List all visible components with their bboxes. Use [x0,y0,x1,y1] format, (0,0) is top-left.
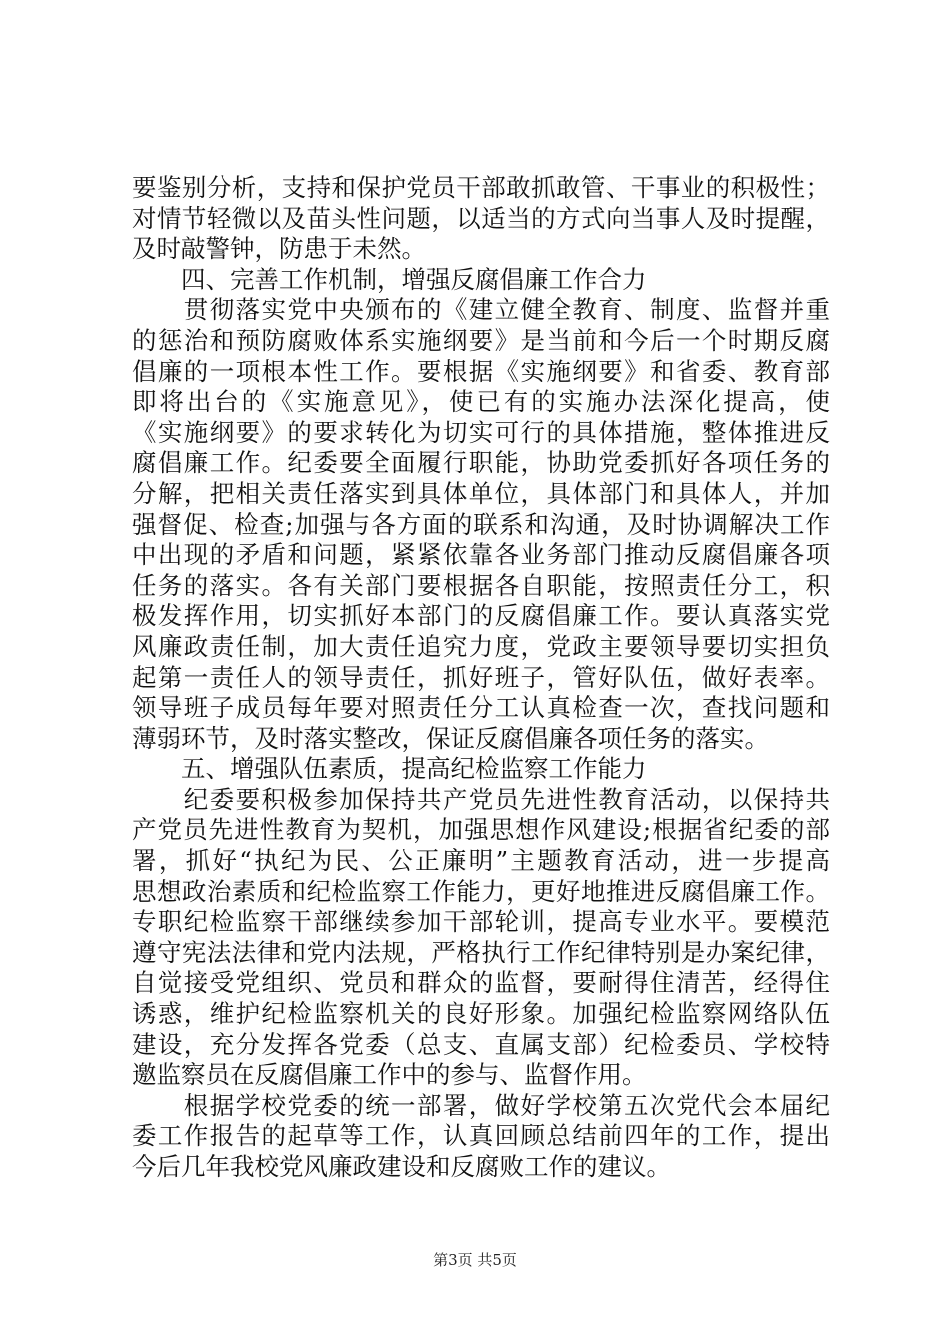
text-line: 纪委要积极参加保持共产党员先进性教育活动，以保持共 [132,784,830,814]
text-line: 今后几年我校党风廉政建设和反腐败工作的建议。 [132,1152,671,1181]
text-line: 产党员先进性教育为契机，加强思想作风建设;根据省纪委的部 [132,815,830,845]
text-line: 自觉接受党组织、党员和群众的监督，要耐得住清苦，经得住 [132,968,830,998]
text-line: 专职纪检监察干部继续参加干部轮训，提高专业水平。要模范 [132,907,830,937]
text-line: 根据学校党委的统一部署，做好学校第五次党代会本届纪 [132,1090,830,1120]
text-line: 五、增强队伍素质，提高纪检监察工作能力 [132,754,647,784]
text-line: 薄弱环节，及时落实整改，保证反腐倡廉各项任务的落实。 [132,723,769,753]
text-line: 起第一责任人的领导责任，抓好班子，管好队伍，做好表率。 [132,662,830,692]
text-line: 要鉴别分析，支持和保护党员干部敢抓敢管、干事业的积极性； [132,173,830,202]
document-body [132,173,830,1183]
text-line: 任务的落实。各有关部门要根据各自职能，按照责任分工，积 [132,570,830,600]
text-line: 的惩治和预防腐败体系实施纲要》是当前和今后一个时期反腐 [132,325,830,355]
text-line: 对情节轻微以及苗头性问题，以适当的方式向当事人及时提醒， [132,203,830,233]
text-line: 委工作报告的起草等工作，认真回顾总结前四年的工作，提出 [132,1121,830,1151]
page-footer: 第3页 共5页 [433,1251,517,1269]
text-line: 贯彻落实党中央颁布的《建立健全教育、制度、监督并重 [132,295,830,325]
text-line: 遵守宪法法律和党内法规，严格执行工作纪律特别是办案纪律， [132,937,830,967]
text-line: 《实施纲要》的要求转化为切实可行的具体措施，整体推进反 [132,417,830,447]
text-line: 极发挥作用，切实抓好本部门的反腐倡廉工作。要认真落实党 [132,601,830,631]
text-line: 分解，把相关责任落实到具体单位，具体部门和具体人，并加 [132,478,830,508]
text-line: 四、完善工作机制，增强反腐倡廉工作合力 [132,264,647,294]
text-line: 强督促、检查;加强与各方面的联系和沟通，及时协调解决工作 [132,509,830,539]
text-line: 倡廉的一项根本性工作。要根据《实施纲要》和省委、教育部 [132,356,830,386]
text-line: 诱惑，维护纪检监察机关的良好形象。加强纪检监察网络队伍 [132,999,830,1029]
text-line: 建设，充分发挥各党委（总支、直属支部）纪检委员、学校特 [132,1029,830,1059]
text-line: 邀监察员在反腐倡廉工作中的参与、监督作用。 [132,1060,647,1090]
text-line: 及时敲警钟，防患于未然。 [132,234,426,264]
text-line: 署，抓好“执纪为民、公正廉明”主题教育活动，进一步提高 [132,846,830,876]
text-line: 即将出台的《实施意见》，使已有的实施办法深化提高，使 [132,387,830,417]
text-line: 领导班子成员每年要对照责任分工认真检查一次，查找问题和 [132,693,830,723]
text-line: 腐倡廉工作。纪委要全面履行职能，协助党委抓好各项任务的 [132,448,830,478]
text-line: 风廉政责任制，加大责任追究力度，党政主要领导要切实担负 [132,631,830,661]
text-line: 思想政治素质和纪检监察工作能力，更好地推进反腐倡廉工作。 [132,876,830,906]
text-line: 中出现的矛盾和问题，紧紧依靠各业务部门推动反腐倡廉各项 [132,540,830,570]
